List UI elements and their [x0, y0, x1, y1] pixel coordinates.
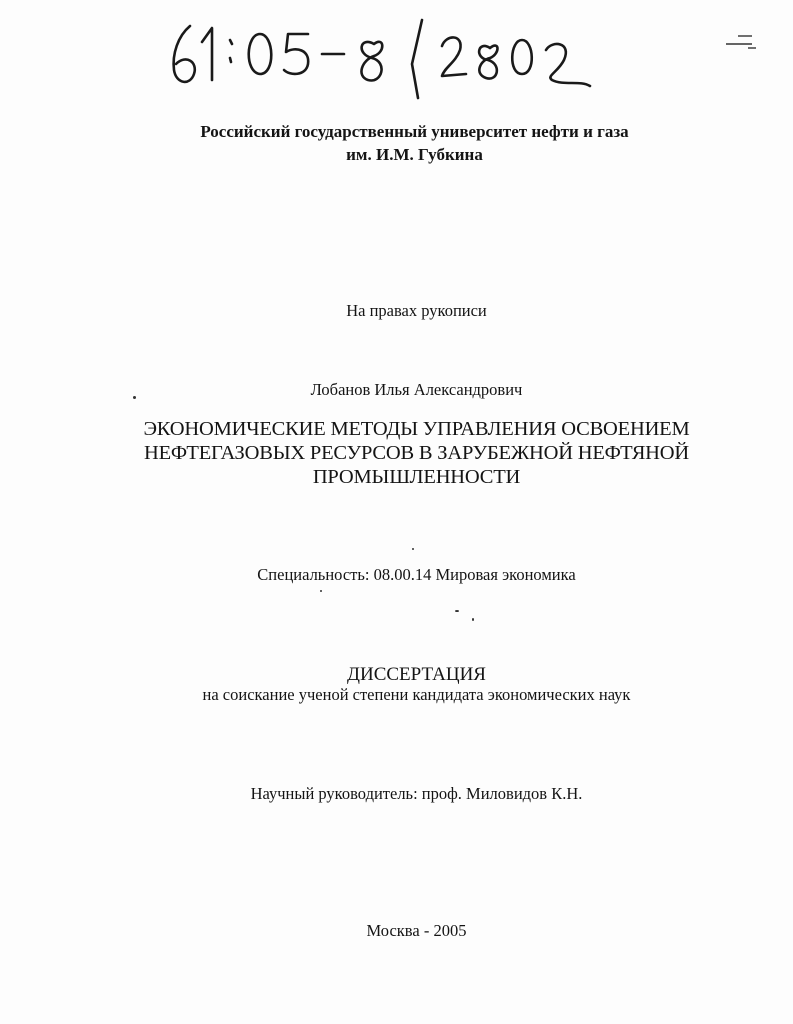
scan-speck: [472, 618, 474, 621]
manuscript-note: На правах рукописи: [346, 301, 487, 320]
dissertation-title-line-2: НЕФТЕГАЗОВЫХ РЕСУРСОВ В ЗАРУБЕЖНОЙ НЕФТЯНОЙ: [143, 442, 689, 464]
corner-mark: [722, 28, 762, 52]
scan-speck: [320, 590, 322, 592]
scan-speck: [455, 610, 459, 612]
dissertation-title-line-3: ПРОМЫШЛЕННОСТИ: [312, 466, 521, 488]
university-name: Российский государственный университет нефти и газа: [200, 122, 629, 141]
dissertation-title-line-1: ЭКОНОМИЧЕСКИЕ МЕТОДЫ УПРАВЛЕНИЯ ОСВОЕНИЕМ: [143, 418, 690, 440]
author-name: Лобанов Илья Александрович: [310, 380, 523, 399]
scan-speck: [133, 396, 136, 399]
city-year: Москва - 2005: [366, 921, 467, 940]
scientific-advisor: Научный руководитель: проф. Миловидов К.Н.: [250, 784, 583, 803]
scan-speck: [412, 548, 414, 550]
university-named-after: им. И.М. Губкина: [346, 145, 483, 164]
degree-description: на соискание ученой степени кандидата экономических наук: [202, 685, 631, 704]
handwritten-archive-code: [160, 14, 600, 104]
dissertation-heading: ДИССЕРТАЦИЯ: [347, 664, 486, 685]
specialty: Специальность: 08.00.14 Мировая экономика: [257, 565, 576, 584]
